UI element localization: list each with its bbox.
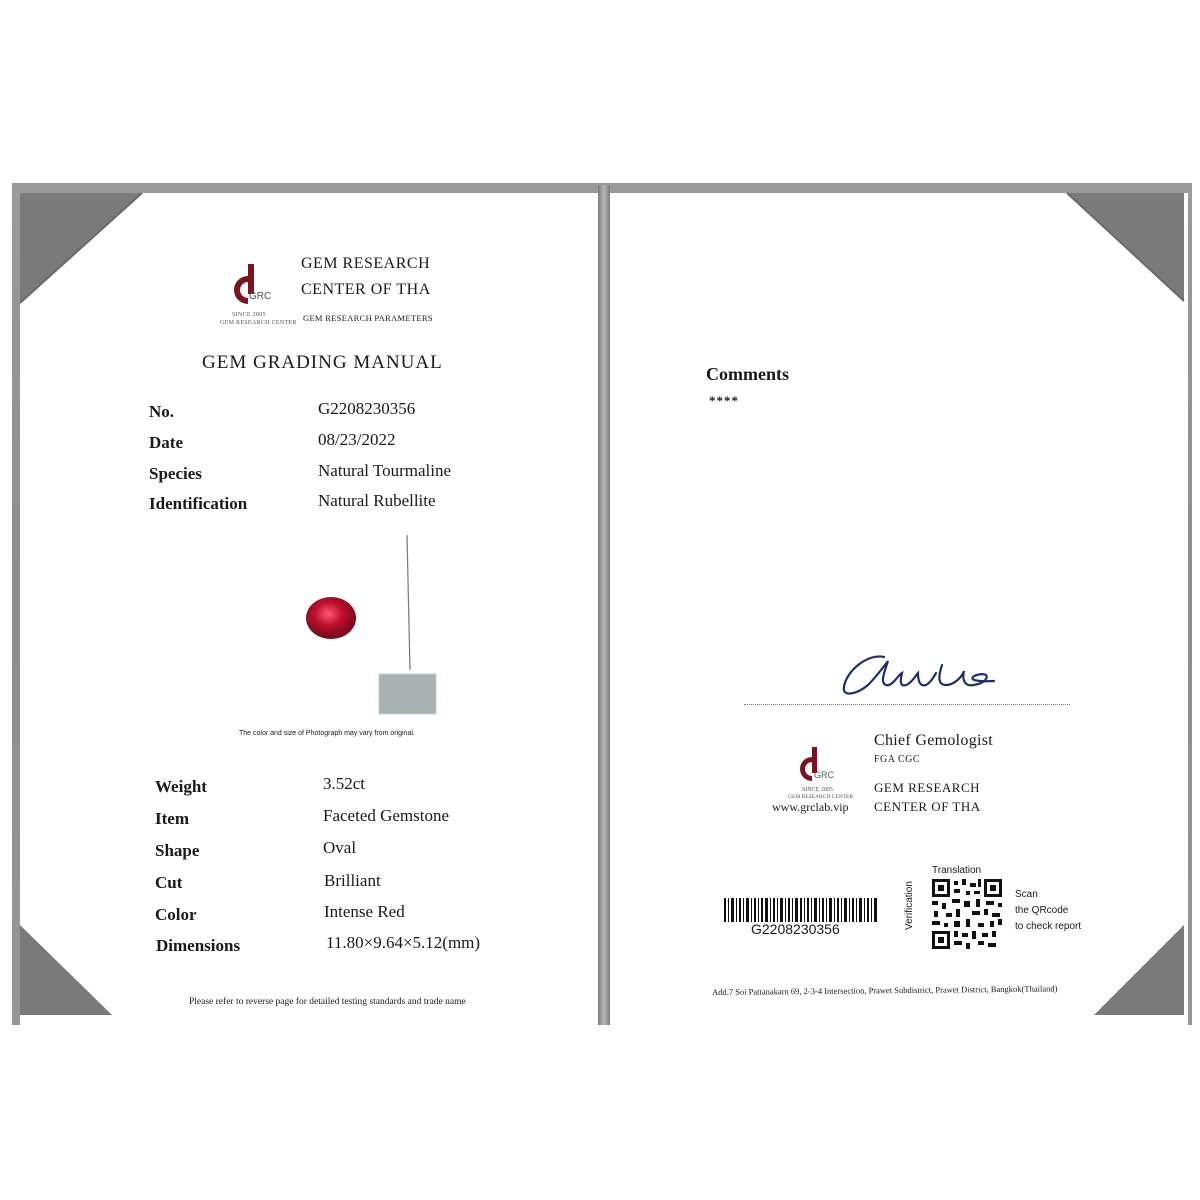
logo-since: SINCE 2005 (232, 312, 266, 318)
field-value-cut: Brilliant (324, 871, 381, 890)
field-value-identification: Natural Rubellite (318, 491, 436, 510)
signature-line (744, 704, 1070, 705)
qr-top-label: Translation (932, 865, 982, 876)
gem-photo (300, 530, 450, 720)
document-title: GEM GRADING MANUAL (202, 352, 443, 373)
field-label-weight: Weight (155, 777, 207, 796)
org-name-line1: GEM RESEARCH (301, 255, 431, 272)
grc-logo-icon-right (793, 746, 837, 790)
grc-logo-icon (226, 262, 276, 314)
qr-side-label: Verification (904, 881, 915, 930)
logo-text-right: GRC (814, 770, 834, 780)
field-label-cut: Cut (155, 873, 183, 892)
field-value-shape: Oval (323, 838, 357, 857)
photo-note: The color and size of Photograph may vary from original. (239, 730, 415, 737)
field-label-species: Species (149, 464, 202, 483)
qr-instruction-2: the QRcode (1015, 905, 1069, 916)
field-value-dimensions: 11.80×9.64×5.12(mm) (326, 933, 481, 952)
qr-code-image[interactable] (932, 879, 1002, 949)
field-value-item: Faceted Gemstone (323, 806, 450, 825)
field-value-no: G2208230356 (318, 399, 416, 418)
logo-sub: GEM RESEARCH CENTER (220, 320, 297, 326)
signer-credentials: FGA CGC (874, 754, 921, 765)
qr-instruction-3: to check report (1015, 921, 1082, 932)
field-label-dimensions: Dimensions (156, 936, 241, 955)
logo-since-right: SINCE 2005 (802, 787, 833, 793)
barcode-image (724, 898, 878, 922)
field-label-identification: Identification (149, 494, 248, 513)
org-name-line2: CENTER OF THA (301, 281, 431, 298)
left-footer-note: Please refer to reverse page for detailed testing standards and trade name (189, 997, 466, 1007)
field-label-item: Item (155, 809, 189, 828)
qr-instruction-1: Scan (1015, 889, 1038, 900)
field-value-weight: 3.52ct (323, 774, 366, 793)
website-link[interactable]: www.grclab.vip (772, 800, 849, 814)
comments-label: Comments (706, 364, 789, 384)
logo-sub-right: GEM RESEARCH CENTER (788, 794, 854, 800)
logo-text: GRC (249, 291, 272, 302)
field-value-species: Natural Tourmaline (318, 461, 452, 480)
field-label-color: Color (155, 905, 197, 924)
field-value-color: Intense Red (324, 902, 405, 921)
field-label-shape: Shape (155, 841, 200, 860)
comments-value: **** (709, 393, 739, 408)
org-line2-right: CENTER OF THA (874, 799, 981, 814)
signer-title: Chief Gemologist (874, 732, 994, 749)
org-line1-right: GEM RESEARCH (874, 780, 981, 795)
barcode-number: G2208230356 (751, 921, 840, 937)
org-parameters: GEM RESEARCH PARAMETERS (303, 313, 433, 323)
address-line: Add.7 Soi Pattanakarn 69, 2-3-4 Intersection, Prawet Subdistrict, Prawet District, Bangkok(Thailand) (712, 983, 1058, 997)
field-label-no: No. (149, 402, 175, 421)
gem-image (306, 597, 356, 639)
field-label-date: Date (149, 433, 183, 452)
signature-image (838, 643, 998, 701)
field-value-date: 08/23/2022 (318, 430, 396, 449)
